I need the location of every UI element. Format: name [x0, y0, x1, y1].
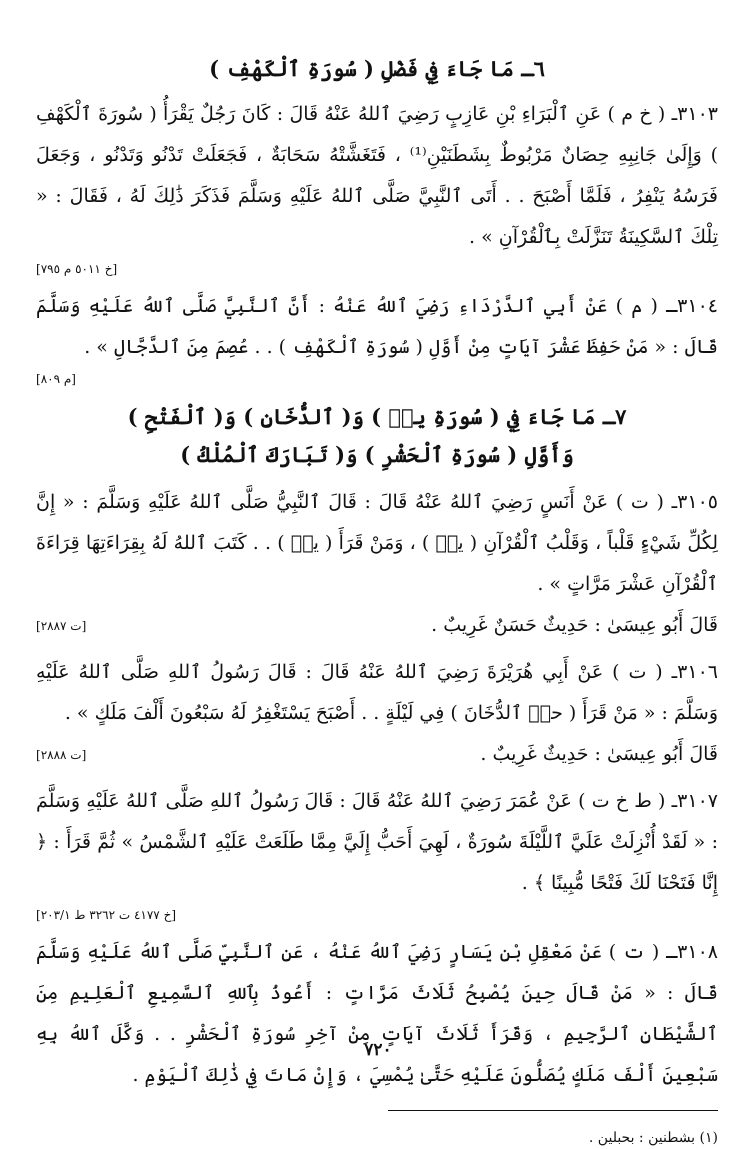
hadith-3105-comment-row: [36, 605, 718, 646]
chapter-heading-6: ٦ـ مَا جَاءَ فِي فَضْلِ ( سُورَةِ ٱلْكَهْفِ ): [209, 56, 545, 81]
hadith-3106-comment: قَالَ أَبُو عِيسَىٰ : حَدِيثٌ غَرِيبٌ .: [480, 743, 718, 765]
hadith-3105-text: ٣١٠٥ـ ( ت ) عَنْ أَنَسٍ رَضِيَ ٱللهُ عَنْهُ قَالَ : قَالَ ٱلنَّبِيُّ صَلَّى ٱللهُ عَلَيْهِ وَسَلَّمَ : « إِنَّ لِكُلِّ شَيْءٍ قَلْباً ، وَقَلْبُ ٱلْقُرْآنِ ( يسۤ ) ، وَمَنْ قَرَأَ ( يسۤ ) . . كَتَبَ ٱللهُ لَهُ بِقِرَاءَتِهَا قِرَاءَةَ ٱلْقُرْآنِ عَشْرَ مَرَّاتٍ » .: [36, 491, 718, 595]
hadith-3108-text: ٣١٠٨ـ ( ت ) عَنْ مَعْقِلِ بْنِ يَسَارٍ رَضِيَ ٱللهُ عَنْهُ ، عَنِ ٱلنَّبِيِّ صَلَّى ٱللهُ عَلَيْهِ وَسَلَّمَ قَالَ : « مَنْ قَالَ حِينَ يُصْبِحُ ثَلَاثَ مَرَّاتٍ : أَعُوذُ بِٱللهِ ٱلسَّمِيعِ ٱلْعَلِيمِ مِنَ ٱلشَّيْطَانِ ٱلرَّجِيمِ ، وَقَرَأَ ثَلَاثَ آيَاتٍ مِنْ آخِرِ سُورَةِ ٱلْحَشْرِ . . وَكَّلَ ٱللهُ بِهِ سَبْعِينَ أَلْفَ مَلَكٍ يُصَلُّونَ عَلَيْهِ حَتَّىٰ يُمْسِيَ ، وَإِنْ مَاتَ فِي ذَٰلِكَ ٱلْيَوْمِ .: [36, 941, 718, 1086]
chapter-heading-7: [36, 398, 718, 474]
hadith-3105-comment: قَالَ أَبُو عِيسَىٰ : حَدِيثٌ حَسَنٌ غَرِيبٌ .: [431, 614, 718, 636]
hadith-3107: [36, 781, 718, 924]
hadith-3108: [36, 932, 718, 1096]
hadith-3103-source: [خ ٥٠١١ م ٧٩٥]: [36, 262, 118, 276]
hadith-3106-text: ٣١٠٦ـ ( ت ) عَنْ أَبِي هُرَيْرَةَ رَضِيَ ٱللهُ عَنْهُ قَالَ : قَالَ رَسُولُ ٱللهِ صَلَّى ٱللهُ عَلَيْهِ وَسَلَّمَ : « مَنْ قَرَأَ ( حمۤ ٱلدُّخَانَ ) فِي لَيْلَةٍ . . أَصْبَحَ يَسْتَغْفِرُ لَهُ سَبْعُونَ أَلْفَ مَلَكٍ » .: [36, 661, 718, 724]
footnote-divider: [388, 1110, 718, 1111]
hadith-3107-text: ٣١٠٧ـ ( ط خ ت ) عَنْ عُمَرَ رَضِيَ ٱللهُ عَنْهُ قَالَ : قَالَ رَسُولُ ٱللهِ صَلَّى ٱللهُ عَلَيْهِ وَسَلَّمَ : « لَقَدْ أُنْزِلَتْ عَلَيَّ ٱللَّيْلَةَ سُورَةٌ ، لَهِيَ أَحَبُّ إِلَيَّ مِمَّا طَلَعَتْ عَلَيْهِ ٱلشَّمْسُ » ثُمَّ قَرَأَ : ﴿ إِنَّا فَتَحْنَا لَكَ فَتْحًا مُّبِينًا ﴾ .: [36, 790, 718, 894]
page-number: ٧٢٠: [364, 1040, 392, 1060]
footnote: (١) بشطنين : بحبلين .: [588, 1130, 718, 1146]
hadith-3103: [36, 94, 718, 278]
hadith-3106: [36, 652, 718, 775]
hadith-3104-source: [م ٨٠٩]: [36, 372, 76, 386]
chapter-heading-7-line-1: ٧ـ مَا جَاءَ فِي ( سُورَةِ يسۤ ) وَ( ٱلدُّخَانِ ) وَ( ٱلْفَتْحِ ): [127, 404, 627, 429]
hadith-3106-source: [ت ٢٨٨٨]: [36, 747, 87, 762]
hadith-3106-comment-row: [36, 734, 718, 775]
hadith-3105: [36, 482, 718, 646]
hadith-3107-source: [خ ٤١٧٧ ت ٣٢٦٢ ط ٢٠٣/١]: [36, 908, 176, 922]
hadith-3104: [36, 286, 718, 388]
hadith-3103-text: ٣١٠٣ـ ( خ م ) عَنِ ٱلْبَرَاءِ بْنِ عَازِبٍ رَضِيَ ٱللهُ عَنْهُ قَالَ : كَانَ رَجُلٌ يَقْرَأُ ( سُورَةَ ٱلْكَهْفِ ) وَإِلَىٰ جَانِبِهِ حِصَانٌ مَرْبُوطٌ بِشَطَنَيْنِ⁽¹⁾ ، فَتَغَشَّتْهُ سَحَابَةٌ ، فَجَعَلَتْ تَدْنُو وَتَدْنُو ، وَجَعَلَ فَرَسُهُ يَنْفِرُ ، فَلَمَّا أَصْبَحَ . . أَتَى ٱلنَّبِيَّ صَلَّى ٱللهُ عَلَيْهِ وَسَلَّمَ فَذَكَرَ ذَٰلِكَ لَهُ ، فَقَالَ : « تِلْكَ ٱلسَّكِينَةُ تَنَزَّلَتْ بِٱلْقُرْآنِ » .: [36, 103, 719, 248]
chapter-heading-7-line-2: وَأَوَّلِ ( سُورَةِ ٱلْحَشْرِ ) وَ( تَبَارَكَ ٱلْمُلْكُ ): [180, 442, 574, 467]
hadith-3104-text: ٣١٠٤ـ ( م ) عَنْ أَبِي ٱلدَّرْدَاءِ رَضِيَ ٱللهُ عَنْهُ : أَنَّ ٱلنَّبِيَّ صَلَّى ٱللهُ عَلَيْهِ وَسَلَّمَ قَالَ : « مَنْ حَفِظَ عَشْرَ آيَاتٍ مِنْ أَوَّلِ ( سُورَةِ ٱلْكَهْفِ ) . . عُصِمَ مِنَ ٱلدَّجَّالِ » .: [36, 295, 718, 358]
hadith-3105-source: [ت ٢٨٨٧]: [36, 618, 87, 633]
